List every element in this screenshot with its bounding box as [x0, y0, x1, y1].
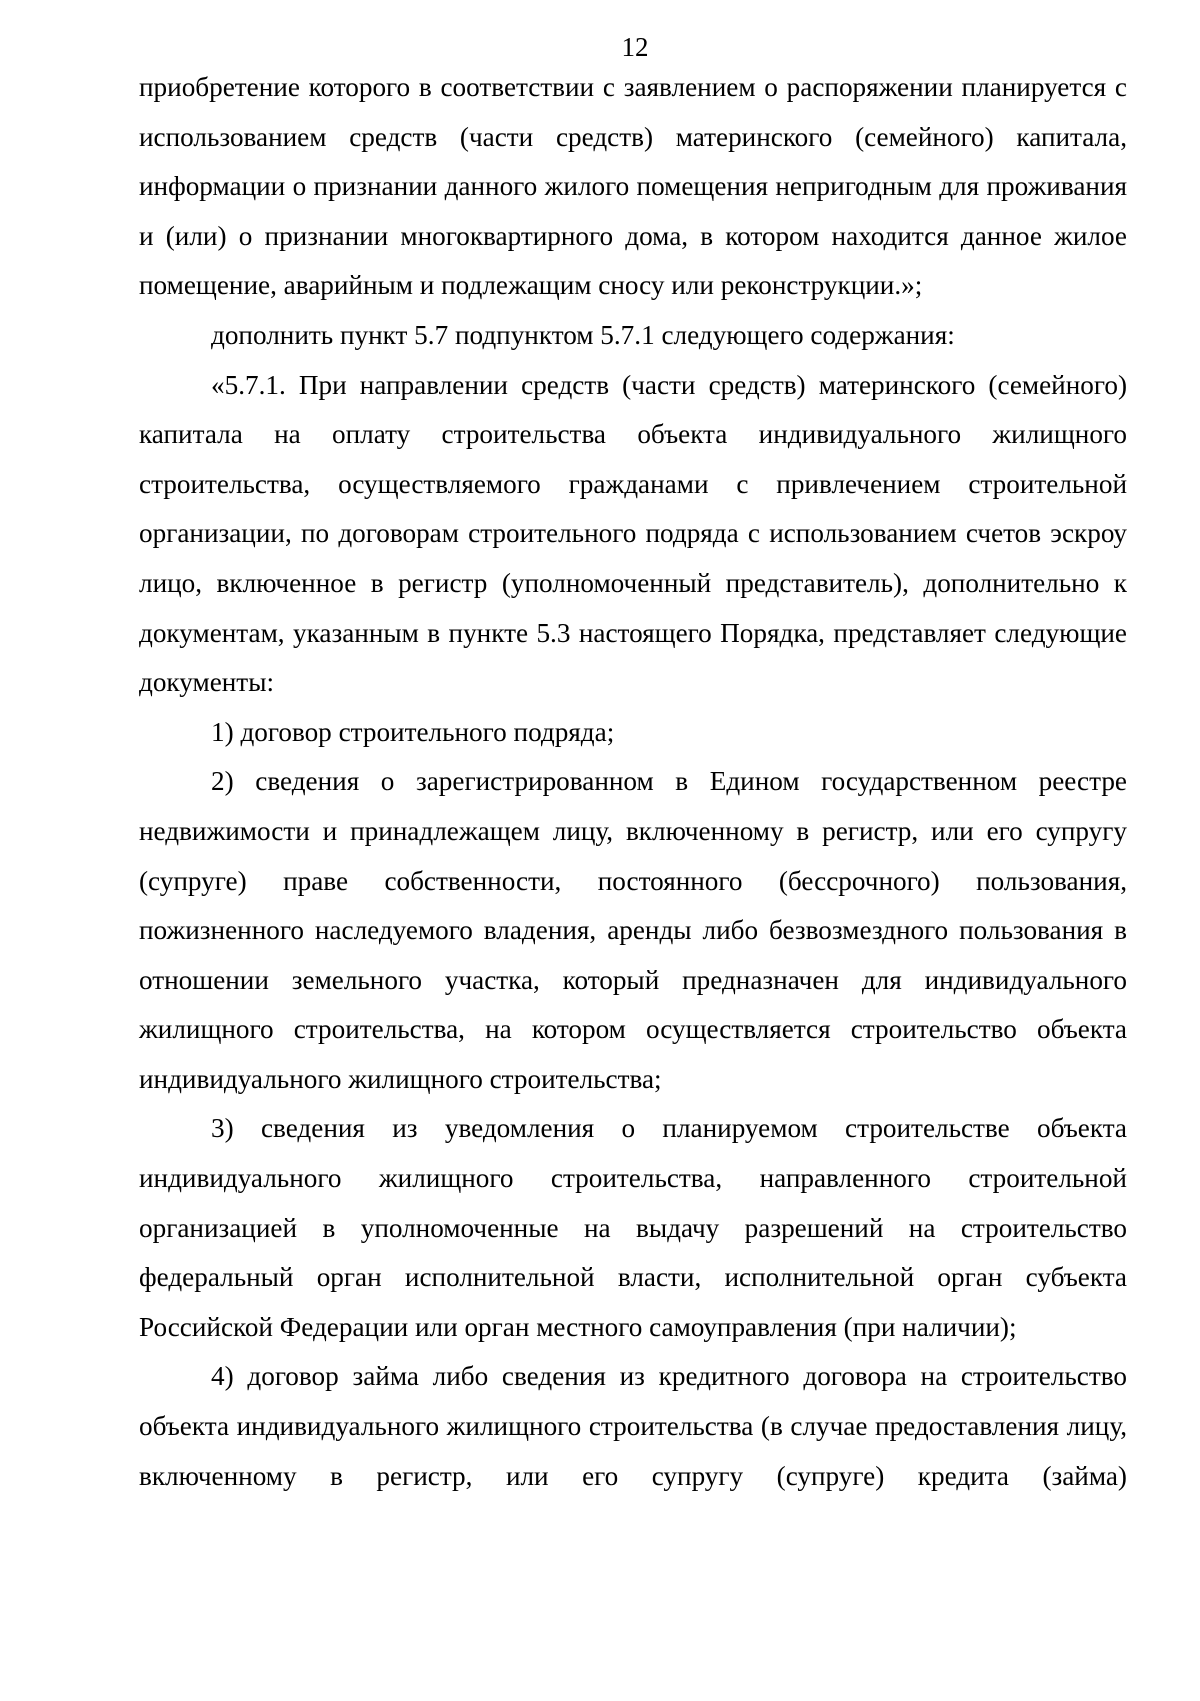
list-item-4: 4) договор займа либо сведения из кредитного договора на строительство объекта индивидуального жилищного строительства (в случае предоставления лицу, включенному в регистр, или его супругу (супруге) кредита (займа) [139, 1361, 1127, 1491]
list-item-3: 3) сведения из уведомления о планируемом строительстве объекта индивидуального жилищного строительства, направленного строительной организацией в уполномоченные на выдачу разрешений на строительство федеральный орган исполнительной власти, исполнительной орган субъекта Российской Федерации или орган местного самоуправления (при наличии); [139, 1113, 1127, 1342]
document-body [139, 63, 1127, 1501]
list-item-1: 1) договор строительного подряда; [211, 716, 615, 747]
page-number: 12 [621, 32, 649, 62]
paragraph-amendment-instruction: дополнить пункт 5.7 подпунктом 5.7.1 следующего содержания: [211, 319, 955, 350]
paragraph-clause-5-7-1: «5.7.1. При направлении средств (части средств) материнского (семейного) капитала на оплату строительства объекта индивидуального жилищного строительства, осуществляемого гражданами с привлечением строительной организации, по договорам строительного подряда с использованием счетов эскроу лицо, включенное в регистр (уполномоченный представитель), дополнительно к документам, указанным в пункте 5.3 настоящего Порядка, представляет следующие документы: [139, 369, 1127, 698]
list-item-2: 2) сведения о зарегистрированном в Едином государственном реестре недвижимости и принадлежащем лицу, включенному в регистр, или его супругу (супруге) праве собственности, постоянного (бессрочного) пользования, пожизненного наследуемого владения, аренды либо безвозмездного пользования в отношении земельного участка, который предназначен для индивидуального жилищного строительства, на котором осуществляется строительство объекта индивидуального жилищного строительства; [139, 766, 1127, 1094]
paragraph-continuation: приобретение которого в соответствии с заявлением о распоряжении планируется с использованием средств (части средств) материнского (семейного) капитала, информации о признании данного жилого помещения непригодным для проживания и (или) о признании многоквартирного дома, в котором находится данное жилое помещение, аварийным и подлежащим сносу или реконструкции.»; [139, 72, 1127, 301]
